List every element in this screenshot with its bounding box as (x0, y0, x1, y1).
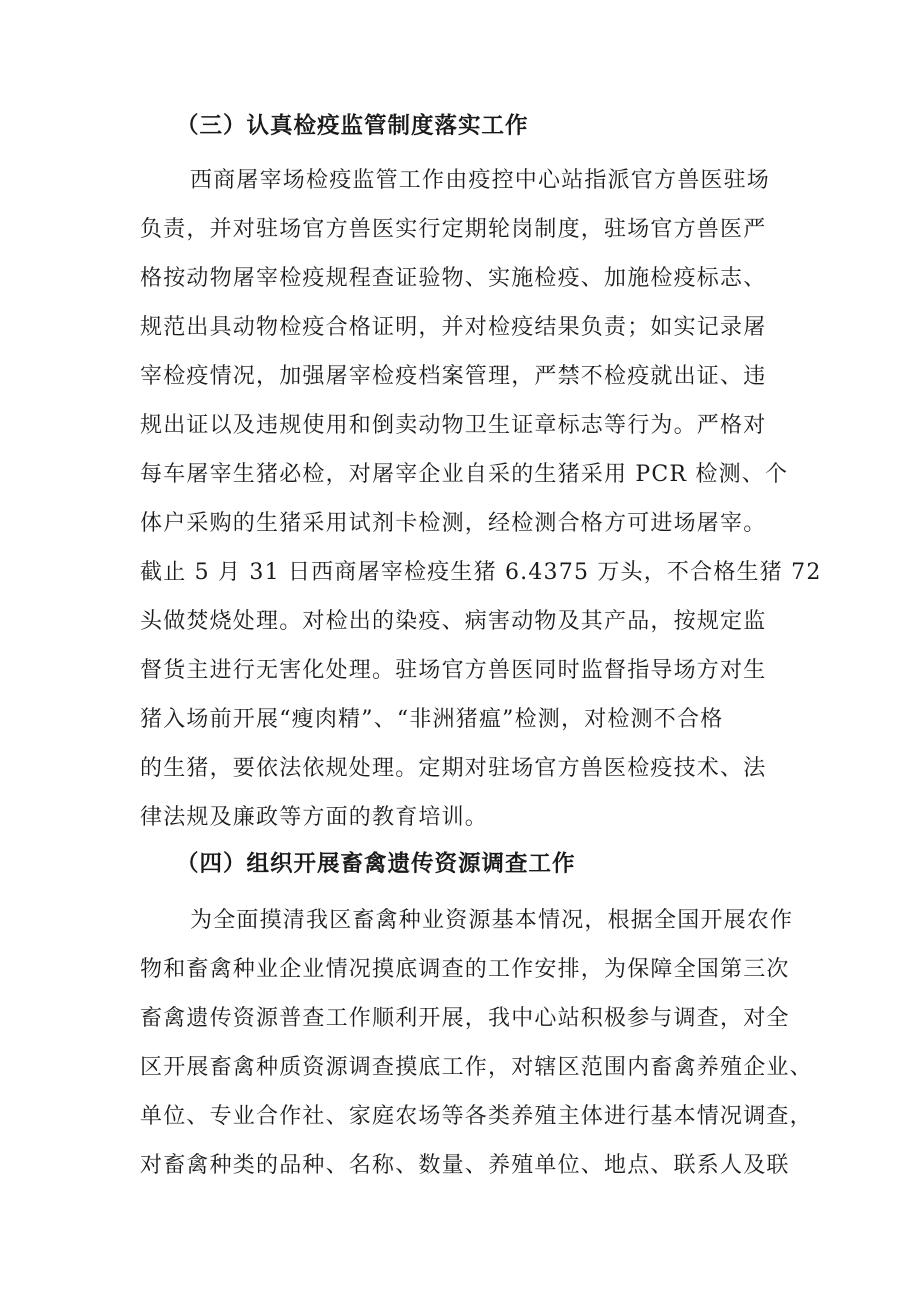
paragraph-line: 负责，并对驻场官方兽医实行定期轮岗制度，驻场官方兽医严 (140, 217, 767, 242)
paragraph-line: 督货主进行无害化处理。驻场官方兽医同时监督指导场方对生 (140, 658, 767, 683)
paragraph-line: 为全面摸清我区畜禽种业资源基本情况，根据全国开展农作 (190, 908, 794, 933)
section-heading-3: （三）认真检疫监管制度落实工作 (176, 113, 529, 139)
paragraph-line: 律法规及廉政等方面的教育培训。 (140, 805, 489, 830)
paragraph-line: 对畜禽种类的品种、名称、数量、养殖单位、地点、联系人及联 (140, 1153, 790, 1178)
section-heading-4: （四）组织开展畜禽遗传资源调查工作 (176, 851, 576, 877)
paragraph-line: 区开展畜禽种质资源调查摸底工作，对辖区范围内畜禽养殖企业、 (140, 1055, 813, 1080)
paragraph-line: 西商屠宰场检疫监管工作由疫控中心站指派官方兽医驻场 (190, 168, 771, 193)
paragraph-line: 的生猪，要依法依规处理。定期对驻场官方兽医检疫技术、法 (140, 756, 767, 781)
paragraph-line: 单位、专业合作社、家庭农场等各类养殖主体进行基本情况调查， (140, 1104, 813, 1129)
paragraph-line: 头做焚烧处理。对检出的染疫、病害动物及其产品，按规定监 (140, 609, 767, 634)
paragraph-line: 规范出具动物检疫合格证明，并对检疫结果负责；如实记录屠 (140, 315, 767, 340)
paragraph-line: 格按动物屠宰检疫规程查证验物、实施检疫、加施检疫标志、 (140, 266, 767, 291)
paragraph-line: 畜禽遗传资源普查工作顺利开展，我中心站积极参与调查，对全 (140, 1006, 790, 1031)
paragraph-line: 规出证以及违规使用和倒卖动物卫生证章标志等行为。严格对 (140, 413, 767, 438)
paragraph-line: 每车屠宰生猪必检，对屠宰企业自采的生猪采用 PCR 检测、个 (140, 462, 789, 487)
paragraph-line: 猪入场前开展“瘦肉精”、“非洲猪瘟”检测，对检测不合格 (140, 707, 724, 732)
paragraph-line: 体户采购的生猪采用试剂卡检测，经检测合格方可进场屠宰。 (140, 511, 767, 536)
paragraph-line: 宰检疫情况，加强屠宰检疫档案管理，严禁不检疫就出证、违 (140, 364, 767, 389)
paragraph-line: 截止 5 月 31 日西商屠宰检疫生猪 6.4375 万头，不合格生猪 72 (140, 560, 822, 585)
paragraph-line: 物和畜禽种业企业情况摸底调查的工作安排，为保障全国第三次 (140, 957, 790, 982)
